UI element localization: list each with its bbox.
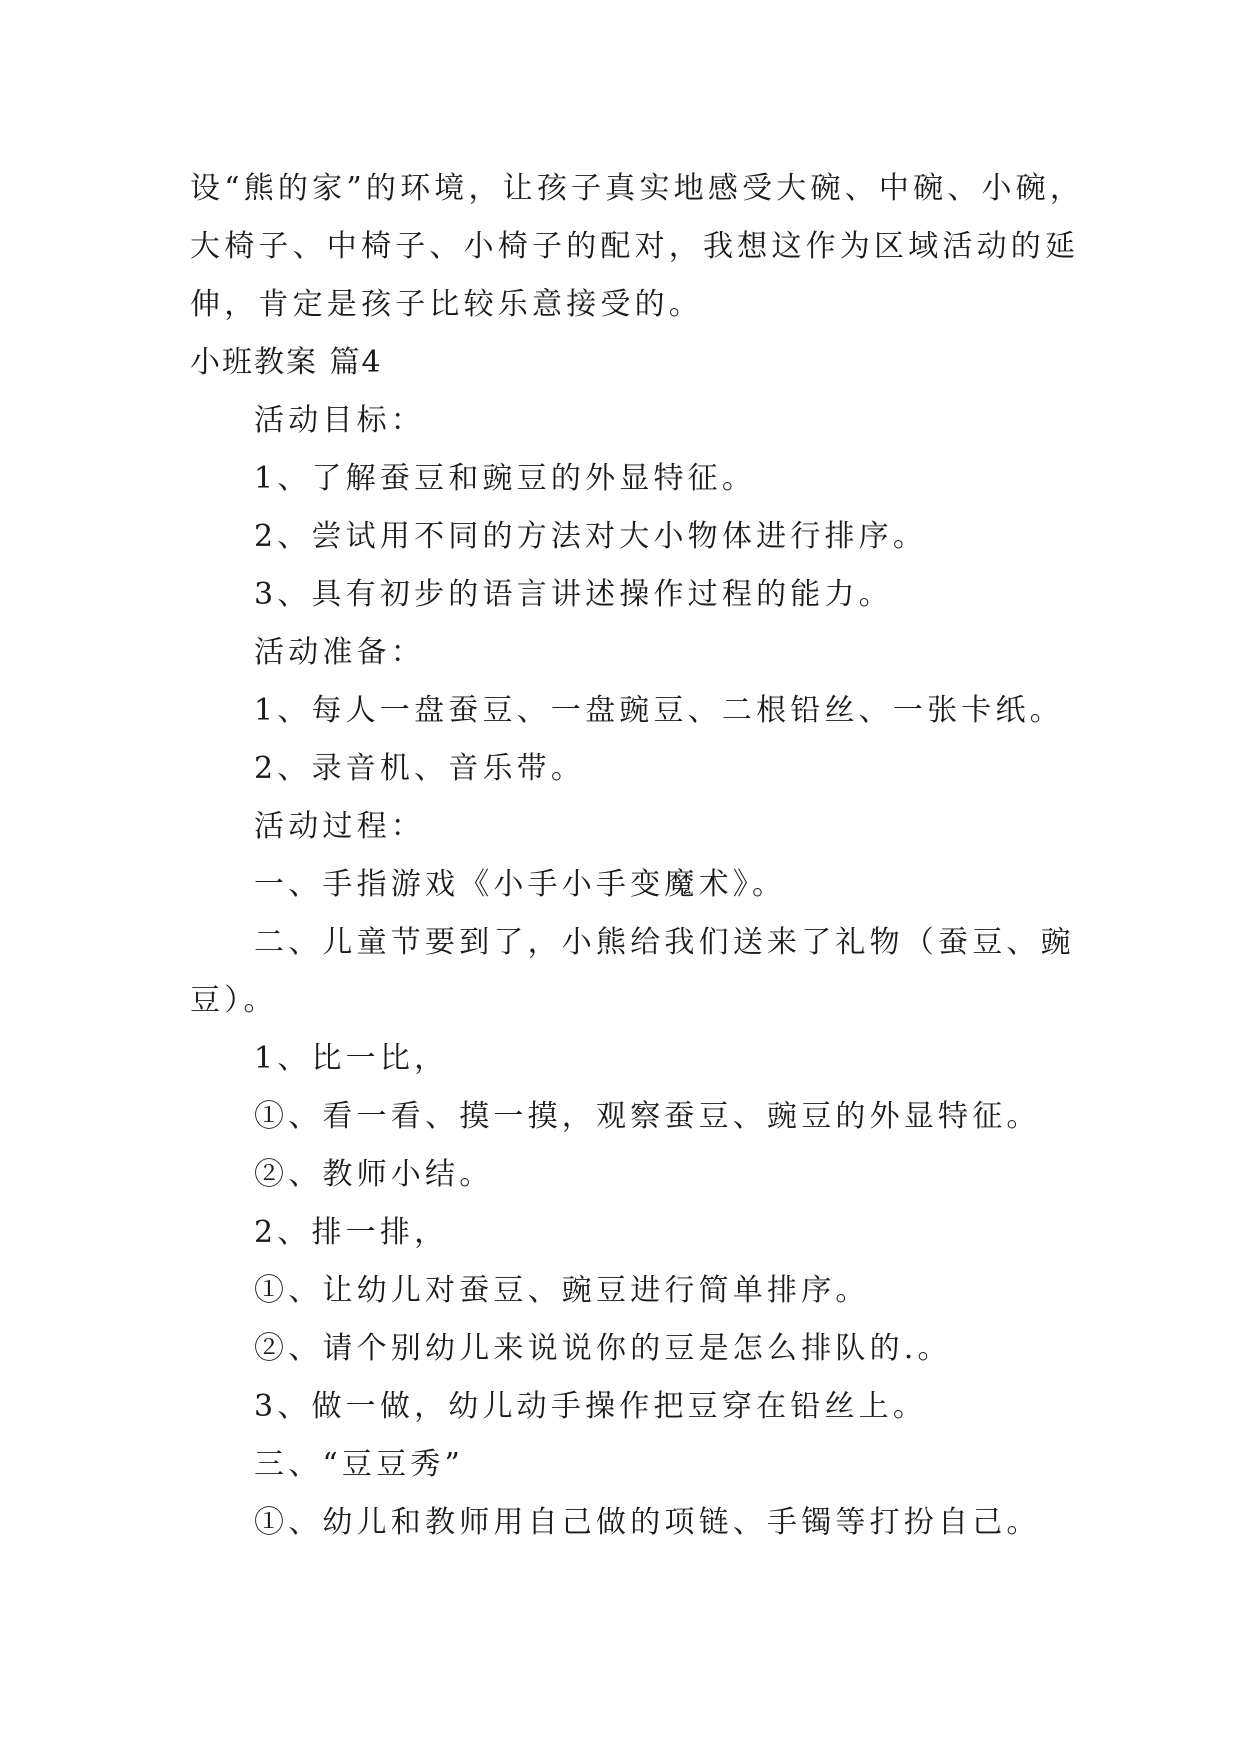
sort-item-2: ②、请个别幼儿来说说你的豆是怎么排队的.。 xyxy=(254,1331,952,1366)
process-step-3: 三、“豆豆秀” xyxy=(254,1447,465,1482)
process-step-2-line-2: 豆）。 xyxy=(190,983,278,1018)
goals-title: 活动目标： xyxy=(254,403,425,438)
sort-title: 2、排一排， xyxy=(254,1215,449,1250)
intro-line-3: 伸，肯定是孩子比较乐意接受的。 xyxy=(190,287,703,322)
process-step-1: 一、手指游戏《小手小手变魔术》。 xyxy=(254,867,787,902)
make-step: 3、做一做，幼儿动手操作把豆穿在铅丝上。 xyxy=(254,1389,928,1424)
document-body xyxy=(190,160,1085,1552)
intro-line-1: 设“熊的家”的环境，让孩子真实地感受大碗、中碗、小碗， xyxy=(190,171,1085,206)
goal-item-2: 2、尝试用不同的方法对大小物体进行排序。 xyxy=(254,519,928,554)
section-title: 小班教案 篇4 xyxy=(190,345,383,380)
preparation-item-1: 1、每人一盘蚕豆、一盘豌豆、二根铅丝、一张卡纸。 xyxy=(254,693,1064,728)
preparation-title: 活动准备： xyxy=(254,635,425,670)
intro-line-2: 大椅子、中椅子、小椅子的配对，我想这作为区域活动的延 xyxy=(190,229,1080,264)
compare-item-2: ②、教师小结。 xyxy=(254,1157,494,1192)
process-step-2-line-1: 二、儿童节要到了，小熊给我们送来了礼物（蚕豆、豌 xyxy=(254,925,1075,960)
goal-item-1: 1、了解蚕豆和豌豆的外显特征。 xyxy=(254,461,757,496)
sort-item-1: ①、让幼儿对蚕豆、豌豆进行简单排序。 xyxy=(254,1273,870,1308)
goal-item-3: 3、具有初步的语言讲述操作过程的能力。 xyxy=(254,577,893,612)
compare-item-1: ①、看一看、摸一摸，观察蚕豆、豌豆的外显特征。 xyxy=(254,1099,1041,1134)
show-item-1: ①、幼儿和教师用自己做的项链、手镯等打扮自己。 xyxy=(254,1505,1041,1540)
process-title: 活动过程： xyxy=(254,809,425,844)
compare-title: 1、比一比， xyxy=(254,1041,449,1076)
preparation-item-2: 2、录音机、音乐带。 xyxy=(254,751,586,786)
